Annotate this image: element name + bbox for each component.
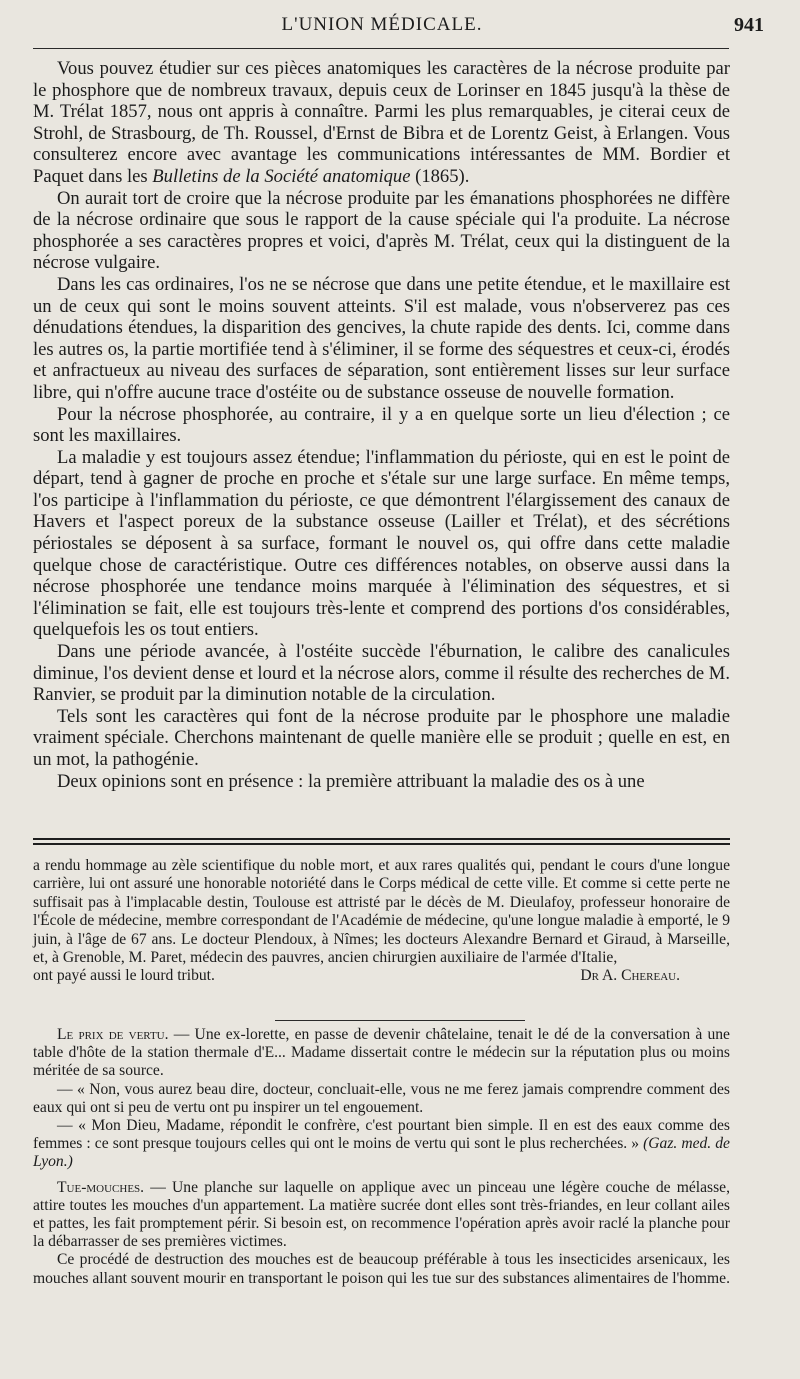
- page-number: 941: [734, 14, 764, 36]
- paragraph: Pour la nécrose phosphorée, au contraire, il y a en quelque sorte un lieu d'élection ; ce sont les maxillaires.: [33, 403, 730, 447]
- paragraph: Dans les cas ordinaires, l'os ne se nécrose que dans une petite étendue, et le maxillaire est un de ceux qui sont le moins souvent atteints. S'il est malade, vous n'observerez pas ces dénudations étendues, la disparition des gencives, la chute rapide des dents. Ici, comme dans les autres os, la partie mortifiée tend à s'éliminer, il se forme des séquestres et ceux-ci, érodés et anfractueux au niveau des surfaces de séparation, sont entièrement lisses sur leur surface libre, qui n'offre aucune trace d'ostéite ou de substance osseuse de nouvelle formation.: [33, 273, 730, 403]
- main-article: [33, 58, 730, 792]
- paragraph: Ce procédé de destruction des mouches est de beaucoup préférable à tous les insecticides arsenicaux, les mouches allant souvent mourir en transportant le poison qui les tue sur des substances alimentaires de l'homme.: [33, 1251, 731, 1287]
- page-header: [32, 12, 764, 42]
- journal-title: Bulletins de la Société anatomique: [152, 165, 411, 187]
- dialogue-line: — « Mon Dieu, Madame, répondit le confrère, c'est pourtant bien simple. Il en est des eaux comme des femmes : ce sont presque toujours celles qui ont le moins de vertu qui sont le plus recherchées. » (Gaz. med. de Lyon.): [33, 1117, 730, 1171]
- section-rule: [275, 1020, 525, 1021]
- dialogue-line: — « Non, vous aurez beau dire, docteur, concluait-elle, vous ne me ferez jamais comprendre comment des eaux qui ont si peu de vertu ont pu inspirer un tel engouement.: [33, 1080, 730, 1116]
- source-citation: (Gaz. med. de Lyon.): [33, 1135, 730, 1171]
- tue-mouches-paragraph: Tue-mouches. — Une planche sur laquelle on applique avec un pinceau une légère couche de mélasse, attire toutes les mouches d'un appartement. La matière sucrée dont elles sont très-friandes, en leur collant ailes et pattes, les fait promptement périr. Si besoin est, on recommence l'opération après avoir raclé la planche pour la débarrasser de ses premières victimes.: [33, 1178, 730, 1251]
- running-title: L'UNION MÉDICALE.: [281, 14, 483, 35]
- prix-de-vertu-paragraph: Le prix de vertu. — Une ex-lorette, en passe de devenir châtelaine, tenait le dé de la conversation à une table d'hôte de la station thermale d'E... Madame dissertait contre le médecin sur la réputation plus ou moins méritée de sa source.: [33, 1026, 730, 1080]
- paragraph: On aurait tort de croire que la nécrose produite par les émanations phosphorées ne diffère de la nécrose ordinaire que sous le rapport de la cause spéciale qui l'a produite. La nécrose phosphorée a ses caractères propres et voici, d'après M. Trélat, ceux qui la distinguent de la nécrose vulgaire.: [33, 187, 730, 274]
- paragraph: La maladie y est toujours assez étendue; l'inflammation du périoste, qui en est le point de départ, tend à gagner de proche en proche et s'étale sur une large surface. En même temps, l'os participe à l'inflammation du périoste, ce que démontrent l'élargissement des canaux de Havers et l'aspect poreux de la substance osseuse (Lailler et Trélat), et des sécrétions périostales se déposent à sa surface, formant le nouvel os, qui offre dans cette maladie quelque chose de caractéristique. Outre ces différences notables, on observe aussi dans la nécrose phosphorée une tendance moins marquée à l'élimination des séquestres, et si l'élimination se fait, elle est toujours très-lente et comprend des portions d'os considérables, quelquefois les os tout entiers.: [33, 446, 730, 641]
- paragraph: Tels sont les caractères qui font de la nécrose produite par le phosphore une maladie vraiment spéciale. Cherchons maintenant de quelle manière elle se produit ; quelle en est, en un mot, la pathogénie.: [33, 705, 730, 770]
- header-rule: [33, 48, 729, 49]
- feuilleton-text: a rendu hommage au zèle scientifique du noble mort, et aux rares qualités qui, pendant le cours d'une longue carrière, lui ont assuré une honorable notoriété dans le Corps médical de cette ville. Et comme si cette perte ne suffisait pas à l'implacable destin, Toulouse est attristé par le décès de M. Dieulafoy, professeur honoraire de l'École de médecine, membre correspondant de l'Académie de médecine, qu'une longue maladie à emporté, le 9 juin, à l'âge de 67 ans. Le docteur Plendoux, à Nîmes; les docteurs Alexandre Bernard et Giraud, à Marseille, et, à Grenoble, M. Paret, médecin des pauvres, ancien chirurgien auxiliaire de l'armée d'Italie,: [33, 857, 730, 967]
- feuilleton-last-line: ont payé aussi le lourd tribut.: [33, 967, 215, 985]
- signature-row: [33, 967, 730, 985]
- feuilleton-section: [33, 857, 730, 986]
- paragraph: Vous pouvez étudier sur ces pièces anatomiques les caractères de la nécrose produite par le phosphore que de nombreux travaux, depuis ceux de Lorinser en 1845 jusqu'à la thèse de M. Trélat 1857, nous ont appris à connaître. Parmi les plus remarquables, je citerai ceux de Strohl, de Strasbourg, de Th. Roussel, d'Ernst de Bibra et de Lorentz Geist, à Erlangen. Vous consulterez encore avec avantage les communications intéressantes de MM. Bordier et Paquet dans les Bulletins de la Société anatomique (1865).: [33, 58, 730, 187]
- paragraph: Dans une période avancée, à l'ostéite succède l'éburnation, le calibre des canalicules diminue, l'os devient dense et lourd et la nécrose alors, comme il résulte des recherches de M. Ranvier, se produit par la diminution notable de la circulation.: [33, 641, 730, 706]
- paragraph: Deux opinions sont en présence : la première attribuant la maladie des os à une: [57, 770, 645, 792]
- section-heading: Tue-mouches.: [57, 1178, 145, 1196]
- varia-section: [33, 1026, 730, 1288]
- author-signature: Dr A. Chereau.: [580, 967, 680, 985]
- section-heading: Le prix de vertu.: [57, 1026, 169, 1043]
- feuilleton-divider: [33, 838, 730, 845]
